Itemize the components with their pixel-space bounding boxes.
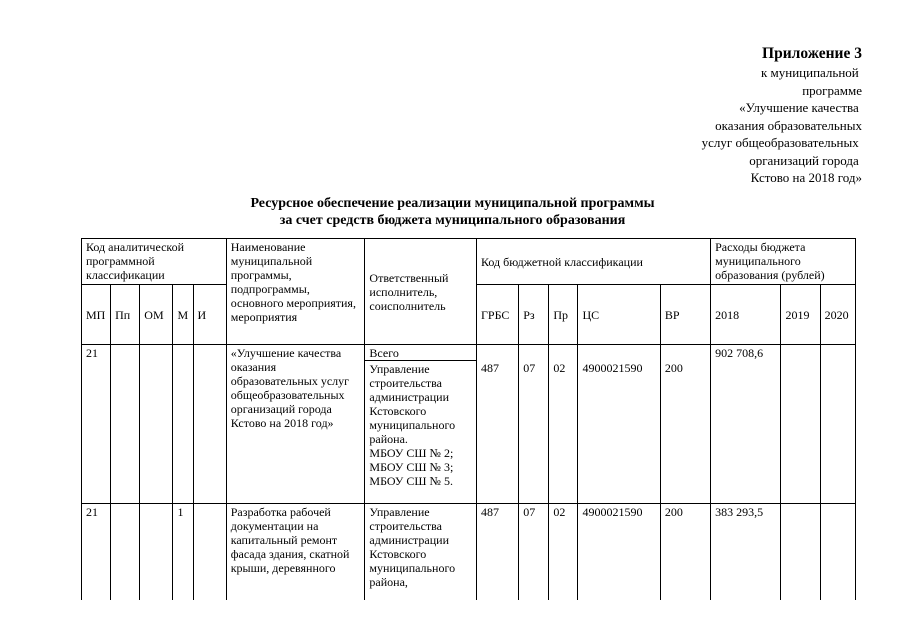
header-cs: ЦС (578, 285, 660, 345)
resource-table (81, 238, 856, 600)
cell-m: 1 (173, 504, 193, 601)
cell-cs: 4900021590 (578, 504, 660, 601)
title-line: Ресурсное обеспечение реализации муниципальной программы (250, 196, 655, 211)
cell-grbs: 487 (476, 345, 518, 504)
cell-i (193, 504, 226, 601)
table-row (82, 345, 856, 504)
header-name: Наименование муниципальной программы, подпрограммы, основного мероприятия, мероприятия (226, 239, 365, 345)
cell-executor (365, 345, 477, 504)
header-vr: ВР (660, 285, 710, 345)
cell-vr: 200 (660, 504, 710, 601)
cell-pr: 02 (549, 504, 578, 601)
cell-executor-list: Управление строительства администрации Кстовского муниципального района. МБОУ СШ № 2; МБОУ СШ № 3; МБОУ СШ № 5. (369, 362, 456, 488)
cell-m (173, 345, 193, 504)
cell-pr: 02 (549, 345, 578, 504)
cell-i (193, 345, 226, 504)
appendix-line: «Улучшение качества (739, 100, 862, 115)
cell-2020 (820, 504, 855, 601)
cell-mp: 21 (82, 504, 111, 601)
header-2020: 2020 (820, 285, 855, 345)
appendix-line: Кстово на 2018 год» (750, 170, 862, 185)
header-mp: МП (82, 285, 111, 345)
cell-name: Разработка рабочей документации на капитальный ремонт фасада здания, скатной крыши, деревянного (226, 504, 365, 601)
header-m: М (173, 285, 193, 345)
title-line: за счет средств бюджета муниципального образования (279, 213, 626, 228)
table-row (82, 504, 856, 601)
cell-rz: 07 (519, 504, 549, 601)
header-code-group: Код аналитической программной классификации (82, 239, 227, 285)
cell-2018: 383 293,5 (711, 504, 781, 601)
header-pr: Пр (549, 285, 578, 345)
cell-2018: 902 708,6 (711, 345, 781, 504)
header-i: И (193, 285, 226, 345)
header-executor: Ответственный исполнитель, соисполнитель (365, 239, 477, 345)
document-title (0, 195, 905, 229)
cell-rz: 07 (519, 345, 549, 504)
cell-om (140, 345, 173, 504)
appendix-line: оказания образовательных (715, 117, 862, 133)
header-2018: 2018 (711, 285, 781, 345)
header-grbs: ГРБС (476, 285, 518, 345)
appendix-heading: Приложение 3 (762, 45, 862, 62)
header-budget-code: Код бюджетной классификации (476, 239, 710, 285)
cell-2019 (781, 345, 820, 504)
header-2019: 2019 (781, 285, 820, 345)
appendix-line: программе (802, 82, 862, 98)
cell-executor: Управление строительства администрации Кстовского муниципального района, (365, 504, 477, 601)
cell-cs: 4900021590 (578, 345, 660, 504)
cell-mp: 21 (82, 345, 111, 504)
cell-executor-total: Всего (365, 345, 476, 361)
header-om: ОМ (140, 285, 173, 345)
cell-2019 (781, 504, 820, 601)
appendix-block (702, 44, 862, 187)
appendix-line: услуг общеобразовательных (701, 135, 862, 150)
cell-pp (111, 345, 140, 504)
header-expenses: Расходы бюджета муниципального образования (рублей) (711, 239, 856, 285)
header-rz: Рз (519, 285, 549, 345)
cell-om (140, 504, 173, 601)
header-pp: Пп (111, 285, 140, 345)
cell-name: «Улучшение качества оказания образовательных услуг общеобразовательных организаций города Кстово на 2018 год» (226, 345, 365, 504)
header-row-top (82, 239, 856, 285)
appendix-line: организаций города (749, 152, 862, 168)
cell-2020 (820, 345, 855, 504)
cell-pp (111, 504, 140, 601)
appendix-line: к муниципальной (760, 65, 862, 80)
cell-grbs: 487 (476, 504, 518, 601)
cell-vr: 200 (660, 345, 710, 504)
